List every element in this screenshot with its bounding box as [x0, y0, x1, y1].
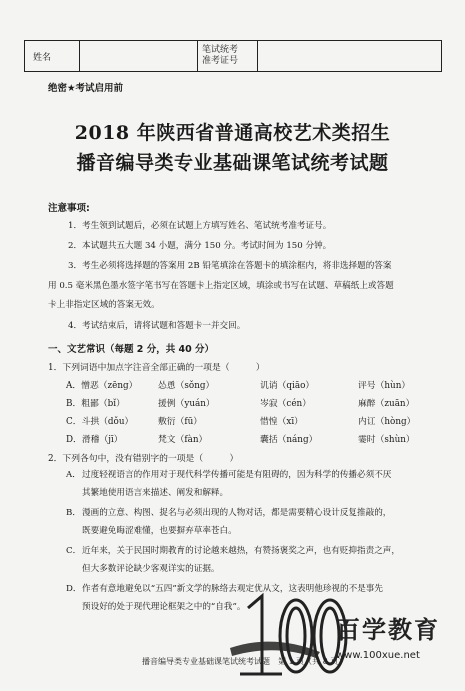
q1-option-word: 内讧（hòng） [358, 417, 416, 427]
note-item [48, 276, 440, 296]
q2-option-line: 但大多数评论缺少客观详实的证据。 [82, 564, 220, 574]
question-1-stem: 1．下列词语中加点字注音全部正确的一项是（ ） [48, 363, 265, 373]
note-item [48, 316, 440, 336]
q1-row-d [66, 432, 446, 445]
q1-option-word: 讥诮（qiāo） [260, 381, 315, 391]
confidential-notice: 绝密★考试启用前 [48, 83, 124, 94]
note-item [48, 295, 440, 315]
brand-url: www.100xue.net [336, 650, 420, 661]
q1-option-word: 囊括（náng） [260, 435, 318, 445]
note-text: 3．考生必须将选择题的答案用 2B 铅笔填涂在答题卡的填涂框内，将非选择题的答案 [68, 261, 392, 271]
q1-option-word: 评号（hùn） [358, 381, 411, 391]
note-item [48, 256, 440, 276]
q2-option-label: C． [66, 546, 82, 556]
note-item [48, 216, 440, 236]
exam-number-label-line1: 笔试统考 [202, 45, 239, 55]
note-text: 用 0.5 毫米黑色墨水签字笔书写在答题卡上指定区域，填涂或书写在试题、草稿纸上或答题 [48, 281, 394, 291]
exam-title-line2: 播音编导类专业基础课笔试统考试题 [76, 152, 389, 174]
exam-number-label-line2: 准考证号 [202, 56, 239, 66]
section-heading: 一、文艺常识（每题 2 分，共 40 分） [48, 344, 215, 355]
q1-option-word: 岑寂（cén） [260, 399, 311, 409]
q1-option-word: 惜惶（xī） [260, 417, 303, 427]
q1-option-word: 援例（yuán） [158, 399, 215, 409]
q2-option-line: 过度轻视语言的作用对于现代科学传播可能是有阻碍的，因为科学的传播必须不厌 [82, 470, 392, 480]
page-footer: 播音编导类专业基础课笔试统考试题 第 1 页（共 8 页） [142, 657, 347, 666]
notes-heading: 注意事项: [48, 203, 90, 214]
q1-row-c [66, 414, 446, 427]
q2-option-line: 作者有意地避免以“五四”新文学的脉络去观定优从文，这表明他珍视的不是事先 [82, 584, 383, 594]
q2-option-c [66, 542, 444, 578]
q2-option-label: A． [66, 470, 81, 480]
question-2-stem: 2．下列各句中，没有错别字的一项是（ ） [48, 454, 239, 464]
note-text: 1．考生领到试题后，必须在试题上方填写姓名、笔试统考准考证号。 [68, 221, 332, 231]
q1-option-word: D．滑稽（jī） [66, 435, 123, 445]
q2-option-a [66, 466, 444, 502]
q2-option-line: 近年来，关于民国时期教育的讨论越来越热，有赞扬褒奖之声，也有贬抑指责之声， [82, 546, 400, 556]
q2-option-line: 既要避免晦涩难懂，也要摒弃草率苍白。 [82, 526, 237, 536]
note-text: 卡上非指定区域的答案无效。 [48, 300, 160, 310]
q1-option-word: 敷衍（fū） [158, 417, 203, 427]
brand-name: 百学教育 [336, 615, 440, 644]
q2-option-label: D． [66, 584, 82, 594]
q1-option-word: 梵文（fàn） [158, 435, 208, 445]
q1-row-a [66, 378, 446, 391]
candidate-info-table [24, 40, 442, 72]
name-field[interactable] [80, 41, 198, 71]
q1-option-word: 麻醉（zuān） [358, 399, 415, 409]
note-text: 4．考试结束后，请将试题和答题卡一并交回。 [68, 321, 246, 331]
q2-option-line: 预设好的处于现代理论框架之中的“自我”。 [82, 602, 246, 612]
q2-option-b [66, 504, 444, 540]
q1-option-word: 怂恿（sǒng） [158, 381, 215, 391]
exam-title-line1: 2018 年陕西省普通高校艺术类招生 [74, 122, 391, 144]
q2-option-line: 其繁地使用语言来描述、阐发和解释。 [82, 488, 229, 498]
q2-option-label: B． [66, 508, 81, 518]
exam-number-label [198, 41, 258, 71]
q2-option-line: 漫画的立意、构图、捉名与必须出现的人物对话，都是需要精心设计反复推敲的， [82, 508, 392, 518]
q1-option-word: A．憎恶（zēng） [66, 381, 138, 391]
note-text: 2．本试题共五大题 34 小题，满分 150 分。考试时间为 150 分钟。 [68, 241, 332, 251]
q1-row-b [66, 396, 446, 409]
q1-option-word: B．粗鄙（bǐ） [66, 399, 125, 409]
note-item [48, 236, 440, 256]
name-label: 姓名 [25, 41, 80, 71]
q1-option-word: C．斗拱（dǒu） [66, 417, 134, 427]
exam-number-field[interactable] [258, 41, 441, 71]
q1-option-word: 霎时（shùn） [358, 435, 415, 445]
